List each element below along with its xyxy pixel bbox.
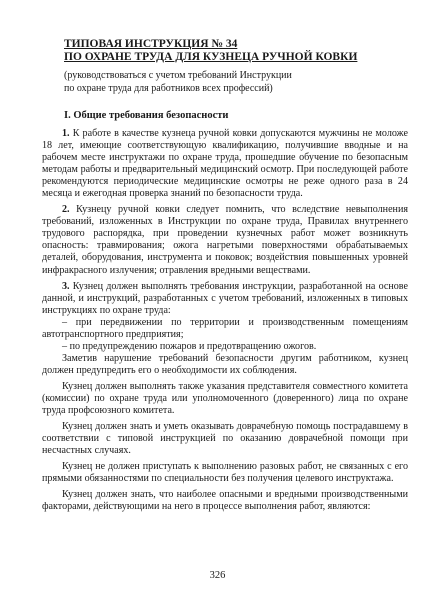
paragraph-text: – по предупреждению пожаров и предотвращению ожогов. bbox=[62, 340, 317, 352]
paragraph-text: – при передвижении по территории и производственным помещениям автотранспортного предприятия; bbox=[42, 316, 408, 340]
body-text bbox=[42, 128, 408, 513]
paragraph-number: 2. bbox=[62, 204, 70, 216]
subtitle bbox=[64, 70, 404, 95]
paragraph-text: Кузнец должен знать, что наиболее опасными и вредными производственными факторами, действующими на него в процессе выполнения работ, являются: bbox=[42, 489, 408, 513]
paragraph-text: Кузнецу ручной ковки следует помнить, что вследствие невыполнения требований, изложенных в Инструкции по охране труда, Правилах внутреннего трудового распорядка, при проведении кузнечных работ может возникнуть опасность: травмирования; ожога нагретыми поверхностями обрабатываемых деталей, оборудования, инструмента и поковок; воздействия повышенных уровней инфракрасного излучения; отравления вредными веществами. bbox=[42, 204, 408, 276]
paragraph-violations bbox=[42, 353, 408, 377]
paragraph-text: Заметив нарушение требований безопасности другим работником, кузнец должен предупредить его о необходимости их соблюдения. bbox=[42, 352, 408, 376]
paragraph-one-time-work bbox=[42, 461, 408, 485]
paragraph-number: 1. bbox=[62, 128, 70, 139]
subtitle-line-2: по охране труда для работников всех профессий) bbox=[64, 82, 273, 94]
paragraph-number: 3. bbox=[62, 280, 70, 292]
paragraph-committee bbox=[42, 381, 408, 417]
paragraph-3 bbox=[42, 281, 408, 317]
section-heading: I. Общие требования безопасности bbox=[64, 110, 229, 121]
paragraph-first-aid bbox=[42, 421, 408, 457]
paragraph-text: Кузнец должен выполнять требования инструкции, разработанной на основе данной, и инструкций, разработанных с учетом требований, изложенных в типовых инструкциях по охране труда: bbox=[42, 280, 408, 316]
title-line-1: ТИПОВАЯ ИНСТРУКЦИЯ № 34 bbox=[64, 38, 238, 50]
paragraph-2 bbox=[42, 204, 408, 276]
title-line-2: ПО ОХРАНЕ ТРУДА ДЛЯ КУЗНЕЦА РУЧНОЙ КОВКИ bbox=[64, 51, 358, 63]
paragraph-text: Кузнец не должен приступать к выполнению разовых работ, не связанных с его прямыми обязанностями по специальности без получения целевого инструктажа. bbox=[42, 461, 408, 485]
subtitle-line-1: (руководствоваться с учетом требований Инструкции bbox=[64, 70, 292, 81]
list-item-fire bbox=[42, 341, 408, 353]
paragraph-text: Кузнец должен знать и уметь оказывать доврачебную помощь пострадавшему в соответствии с типовой инструкцией по оказанию доврачебной помощи при несчастных случаях. bbox=[42, 421, 408, 457]
page-number: 326 bbox=[209, 570, 226, 581]
list-item-territory bbox=[42, 317, 408, 341]
paragraph-1 bbox=[42, 128, 408, 200]
paragraph-text: Кузнец должен выполнять также указания представителя совместного комитета (комиссии) по охране труда или уполномоченного (доверенного) лица по охране труда профсоюзного комитета. bbox=[42, 380, 408, 417]
paragraph-hazards bbox=[42, 489, 408, 513]
document-header bbox=[64, 38, 404, 95]
paragraph-text: К работе в качестве кузнеца ручной ковки допускаются мужчины не моложе 18 лет, имеющие соответствующую квалификацию, получившие вводные и на рабочем месте инструктажи по охране труда, прошедшие обучение по безопасным методам работы и предварительный медицинский осмотр. При последующей работе рекомендуются периодические медицинские осмотры не реже одного раза в 24 месяца и ежегодная проверка знаний по безопасности труда. bbox=[42, 128, 408, 200]
